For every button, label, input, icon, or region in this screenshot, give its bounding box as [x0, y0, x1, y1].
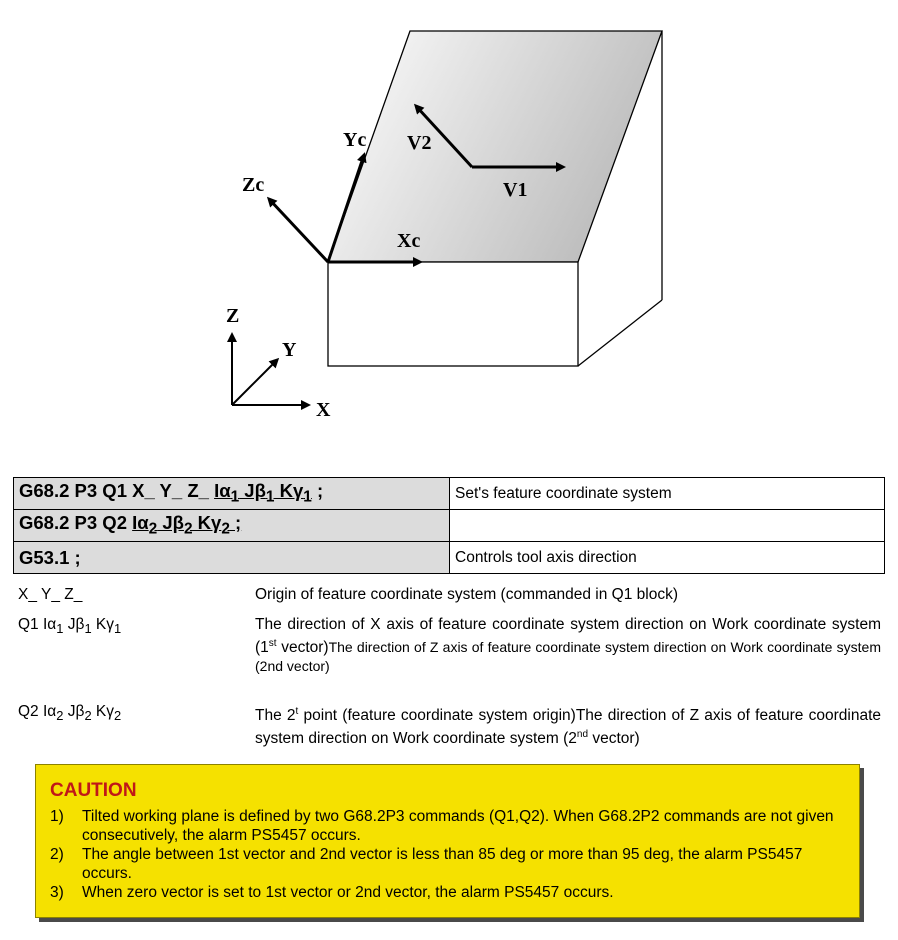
label-x: X — [316, 399, 331, 421]
label-y: Y — [282, 339, 297, 361]
y-axis-arrow — [232, 360, 277, 405]
definition-desc: The direction of X axis of feature coordinate system direction on Work coordinate system (1st vector)The direction of Z axis of feature coordinate system direction on Work coordinate system (2nd vector) — [255, 616, 881, 675]
definition-xyz — [18, 585, 884, 607]
label-v2: V2 — [407, 132, 432, 154]
definition-desc: The 2$^t$ point (feature coordinate system origin)The direction of Z axis of feature coordinate system direction on Work coordinate system (2nd vector) — [255, 706, 881, 748]
definition-term: X_ Y_ Z_ — [18, 586, 83, 603]
command-description: Controls tool axis direction — [450, 542, 885, 574]
command-code: G53.1 ; — [14, 542, 450, 574]
zc-axis-arrow — [269, 199, 328, 262]
item-number: 3) — [50, 884, 64, 901]
item-number: 2) — [50, 846, 64, 863]
definition-q2 — [18, 702, 884, 748]
item-text: When zero vector is set to 1st vector or 2nd vector, the alarm PS5457 occurs. — [82, 884, 614, 901]
label-xc: Xc — [397, 230, 421, 252]
command-description — [450, 510, 885, 542]
list-item — [50, 807, 840, 845]
command-description: Set's feature coordinate system — [450, 478, 885, 510]
definition-desc: Origin of feature coordinate system (commanded in Q1 block) — [255, 586, 678, 603]
list-item — [50, 845, 840, 883]
block-front-face — [328, 262, 578, 366]
label-z: Z — [226, 305, 240, 327]
item-text: Tilted working plane is defined by two G68.2P3 commands (Q1,Q2). When G68.2P2 commands are not given consecutively, the alarm PS5457 occurs. — [82, 808, 834, 844]
list-item — [50, 883, 840, 902]
table-row — [14, 510, 885, 542]
command-table — [13, 477, 885, 574]
work-block — [328, 31, 662, 366]
item-text: The angle between 1st vector and 2nd vector is less than 85 deg or more than 95 deg, the alarm PS5457 occurs. — [82, 846, 803, 882]
caution-list — [50, 807, 840, 902]
caution-title: CAUTION — [50, 780, 137, 801]
machine-axes — [232, 335, 308, 405]
label-yc: Yc — [343, 129, 367, 151]
item-number: 1) — [50, 808, 64, 825]
inclined-plane — [328, 31, 662, 262]
table-row — [14, 542, 885, 574]
command-code: G68.2 P3 Q2 $I\alpha_2$ $J\beta_2$ $K\gamma_2$ ; — [14, 510, 450, 542]
definition-term: Q1 $I\alpha_1$ $J\beta_1$ $K\gamma_1$ — [18, 616, 122, 637]
definition-q1 — [18, 615, 884, 675]
feature-coordinate-diagram — [0, 0, 898, 440]
label-zc: Zc — [242, 174, 265, 196]
command-code: G68.2 P3 Q1 X_ Y_ Z_ $I\alpha_1$ $J\beta_1$ $K\gamma_1$ ; — [14, 478, 450, 510]
caution-box — [35, 764, 860, 918]
label-v1: V1 — [503, 179, 528, 201]
definition-term: Q2 $I\alpha_2$ $J\beta_2$ $K\gamma_2$ — [18, 703, 122, 724]
table-row — [14, 478, 885, 510]
